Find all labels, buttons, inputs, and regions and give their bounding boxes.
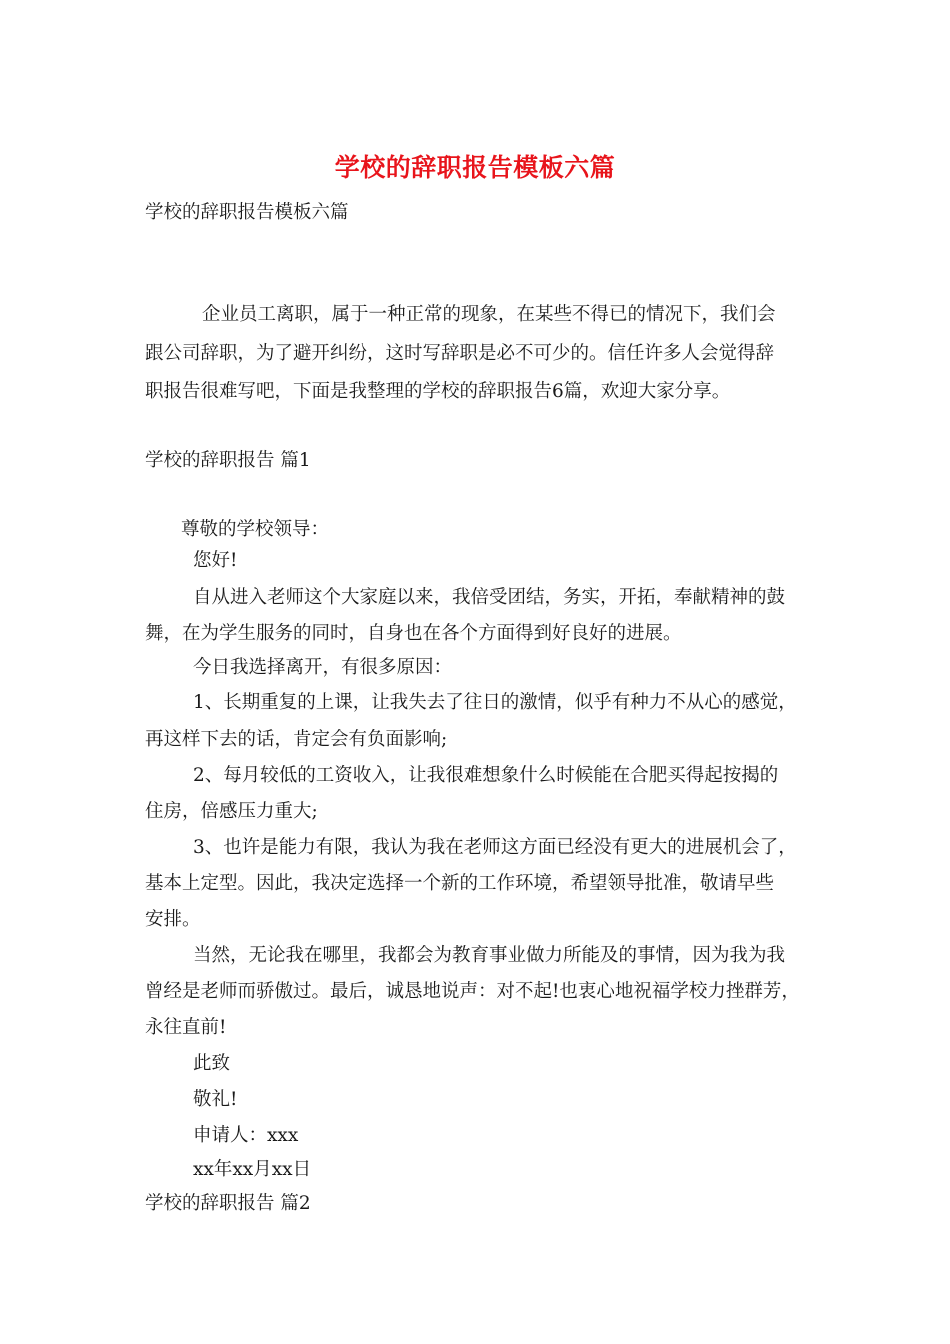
- letter-item3-line-1: 3、也许是能力有限，我认为我在老师这方面已经没有更大的进展机会了，: [193, 837, 797, 858]
- intro-line-1: 企业员工离职，属于一种正常的现象，在某些不得已的情况下，我们会: [202, 304, 776, 325]
- letter-item3-line-2: 基本上定型。因此，我决定选择一个新的工作环境，希望领导批准，敬请早些: [145, 873, 775, 894]
- letter-item2-line-1: 2、每月较低的工资收入，让我很难想象什么时候能在合肥买得起按揭的: [193, 765, 779, 786]
- intro-line-2: 跟公司辞职，为了避开纠纷，这时写辞职是必不可少的。信任许多人会觉得辞: [145, 343, 775, 364]
- letter-item1-line-2: 再这样下去的话，肯定会有负面影响;: [145, 729, 448, 750]
- letter-applicant: 申请人：xxx: [193, 1125, 299, 1146]
- letter-item1-line-1: 1、长期重复的上课，让我失去了往日的激情，似乎有种力不从心的感觉，: [193, 692, 797, 713]
- section-heading-1: 学校的辞职报告 篇1: [145, 450, 311, 471]
- letter-closing-2: 敬礼!: [193, 1089, 238, 1110]
- letter-item3-line-3: 安排。: [145, 909, 201, 930]
- letter-greeting: 您好!: [193, 550, 238, 571]
- letter-date: xx年xx月xx日: [193, 1159, 312, 1180]
- section-heading-2: 学校的辞职报告 篇2: [145, 1193, 311, 1214]
- letter-p3-line-2: 曾经是老师而骄傲过。最后，诚恳地说声：对不起!也衷心地祝福学校力挫群芳，: [145, 981, 800, 1002]
- letter-item2-line-2: 住房，倍感压力重大;: [145, 801, 318, 822]
- letter-p3-line-3: 永往直前!: [145, 1017, 227, 1038]
- letter-p1-line-2: 舞，在为学生服务的同时，自身也在各个方面得到好良好的进展。: [145, 623, 682, 644]
- letter-closing-1: 此致: [193, 1053, 231, 1074]
- letter-p1-line-1: 自从进入老师这个大家庭以来，我倍受团结，务实，开拓，奉献精神的鼓: [193, 587, 786, 608]
- letter-p2: 今日我选择离开，有很多原因：: [193, 657, 453, 678]
- document-subtitle: 学校的辞职报告模板六篇: [145, 202, 349, 223]
- letter-salutation: 尊敬的学校领导：: [181, 519, 330, 540]
- document-title: 学校的辞职报告模板六篇: [334, 153, 616, 182]
- letter-p3-line-1: 当然，无论我在哪里，我都会为教育事业做力所能及的事情，因为我为我: [193, 945, 786, 966]
- intro-line-3: 职报告很难写吧，下面是我整理的学校的辞职报告6篇，欢迎大家分享。: [145, 381, 731, 402]
